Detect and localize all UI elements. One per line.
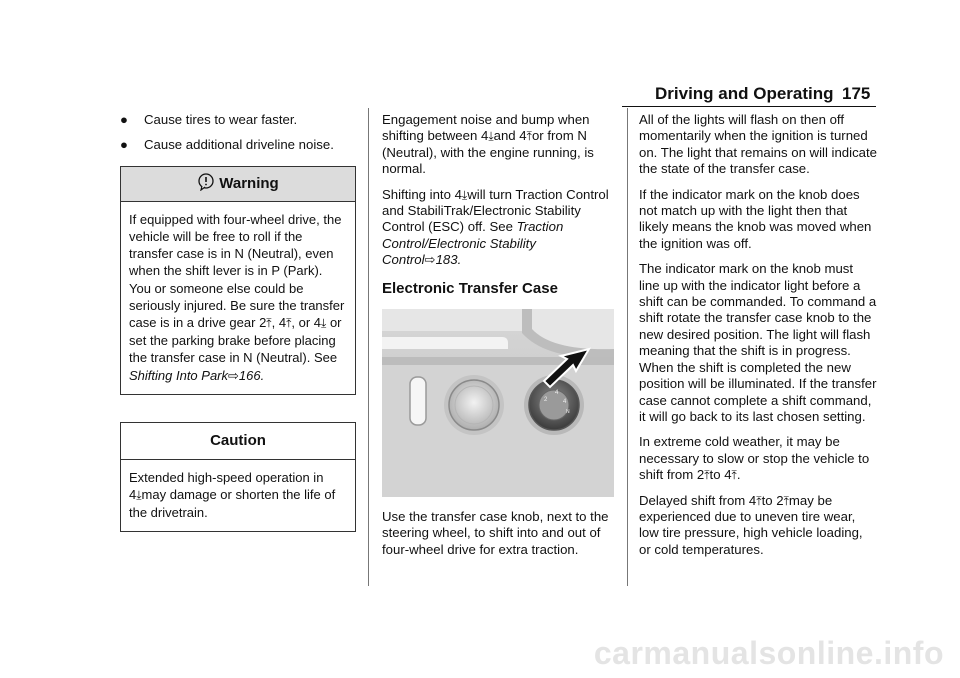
page-ref-arrow-icon: ⇨ xyxy=(424,252,436,268)
paragraph xyxy=(382,112,618,178)
bullet-dot: ● xyxy=(120,137,128,153)
paragraph xyxy=(639,493,877,559)
knob-illustration xyxy=(382,309,614,497)
arrow-up-icon: ⤒ xyxy=(731,468,737,483)
warning-title: Warning xyxy=(219,174,279,192)
knob-label-4-high: 4 xyxy=(555,390,559,397)
text-part: . xyxy=(736,467,741,483)
paragraph xyxy=(639,434,877,483)
warning-text-part: , 4 xyxy=(271,315,287,331)
arrow-up-icon: ⤒ xyxy=(526,129,532,144)
text-part: may be experienced due to uneven tire wear, low tire pressure, high vehicle loading, or cold temperatures. xyxy=(639,492,863,557)
text-part: Shifting into 4 xyxy=(382,186,462,202)
knob-label-n: N xyxy=(566,409,570,416)
arrow-down-icon: ⤓ xyxy=(461,187,468,202)
transfer-case-knob-photo xyxy=(382,309,614,497)
column-divider-2 xyxy=(627,108,628,586)
text-part: Engagement noise and bump when shifting between 4 xyxy=(382,112,590,144)
column-divider-1 xyxy=(368,108,369,586)
header-rule xyxy=(622,106,876,107)
text-part: to 4 xyxy=(709,467,732,483)
caution-box xyxy=(120,422,356,533)
arrow-up-icon: ⤒ xyxy=(783,493,789,508)
arrow-down-icon: ⤓ xyxy=(136,488,142,503)
text-part: or from N (Neutral), with the engine running, is normal. xyxy=(382,128,594,177)
page-ref-number: 183. xyxy=(435,252,462,268)
caution-header: Caution xyxy=(121,423,355,460)
arrow-up-icon: ⤒ xyxy=(756,493,762,508)
knob-label-4-low: 4 xyxy=(563,399,567,406)
warning-header xyxy=(121,167,355,202)
warning-text xyxy=(121,202,355,394)
list-item xyxy=(120,112,356,128)
paragraph: The indicator mark on the knob must line up with the indicator light before a shift can be commanded. To command a shift rotate the transfer case knob to the new desired position. The light will flash meaning that the shift is in progress. When the shift is completed the new position will be illuminated. If the transfer case cannot complete a shift command, it will go back to its last chosen setting. xyxy=(639,261,877,424)
warning-text-part: or set the parking brake before placing the transfer case in N (Neutral). See xyxy=(129,315,342,366)
arrow-up-icon: ⤒ xyxy=(704,468,710,483)
arrow-down-icon: ⤓ xyxy=(321,316,327,331)
page-section-title: Driving and Operating xyxy=(655,84,834,103)
list-item-text: Cause additional driveline noise. xyxy=(144,137,334,153)
text-part: and 4 xyxy=(493,128,527,144)
bullet-dot: ● xyxy=(120,112,128,127)
page-number: 175 xyxy=(842,84,871,103)
warning-icon xyxy=(197,170,215,204)
watermark: carmanualsonline.info xyxy=(593,635,944,671)
list-item xyxy=(120,137,356,153)
text-part: to 2 xyxy=(761,492,784,508)
paragraph xyxy=(382,187,618,269)
warning-text-part: , or 4 xyxy=(291,315,322,331)
text-part: will turn Traction Control and StabiliTrak/Electronic Stability Control (ESC) off. See xyxy=(382,186,609,235)
caution-text-part: Extended high-speed operation in 4 xyxy=(129,469,324,503)
text-part: In extreme cold weather, it may be necessary to slow or stop the vehicle to shift from 2 xyxy=(639,434,870,483)
left-column xyxy=(120,112,356,532)
warning-text-part: If equipped with four-wheel drive, the vehicle will be free to roll if the transfer case is in N (Neutral), even when the shift lever is in P (Park). You or someone else could be seriously injured. Be sure the transfer case is in a drive gear 2 xyxy=(129,211,345,331)
list-item-text: Cause tires to wear faster. xyxy=(144,112,298,127)
section-heading: Electronic Transfer Case xyxy=(382,279,558,297)
warning-box xyxy=(120,166,356,395)
paragraph: All of the lights will flash on then off momentarily when the ignition is turned on. The light that remains on will indicate the state of the transfer case. xyxy=(639,112,877,177)
arrow-up-icon: ⤒ xyxy=(286,316,292,331)
page-ref-arrow-icon: ⇨ xyxy=(228,367,239,383)
caution-text-part: may damage or shorten the life of the drivetrain. xyxy=(129,487,336,521)
traction-control-link[interactable]: Traction Control/Electronic Stability Control xyxy=(382,219,564,268)
paragraph: If the indicator mark on the knob does not match up with the light then that likely means the knob was moved when the ignition was off. xyxy=(639,186,872,251)
arrow-down-icon: ⤓ xyxy=(488,129,494,144)
arrow-up-icon: ⤒ xyxy=(266,316,272,331)
paragraph: Use the transfer case knob, next to the steering wheel, to shift into and out of four-wheel drive for extra traction. xyxy=(382,509,609,557)
shifting-into-park-link[interactable]: Shifting Into Park xyxy=(129,367,228,383)
page-ref-number: 166. xyxy=(238,367,265,383)
right-column xyxy=(639,112,877,567)
knob-label-2: 2 xyxy=(544,397,548,404)
middle-column xyxy=(382,112,618,567)
text-part: Delayed shift from 4 xyxy=(639,492,757,508)
caution-text xyxy=(121,460,355,532)
